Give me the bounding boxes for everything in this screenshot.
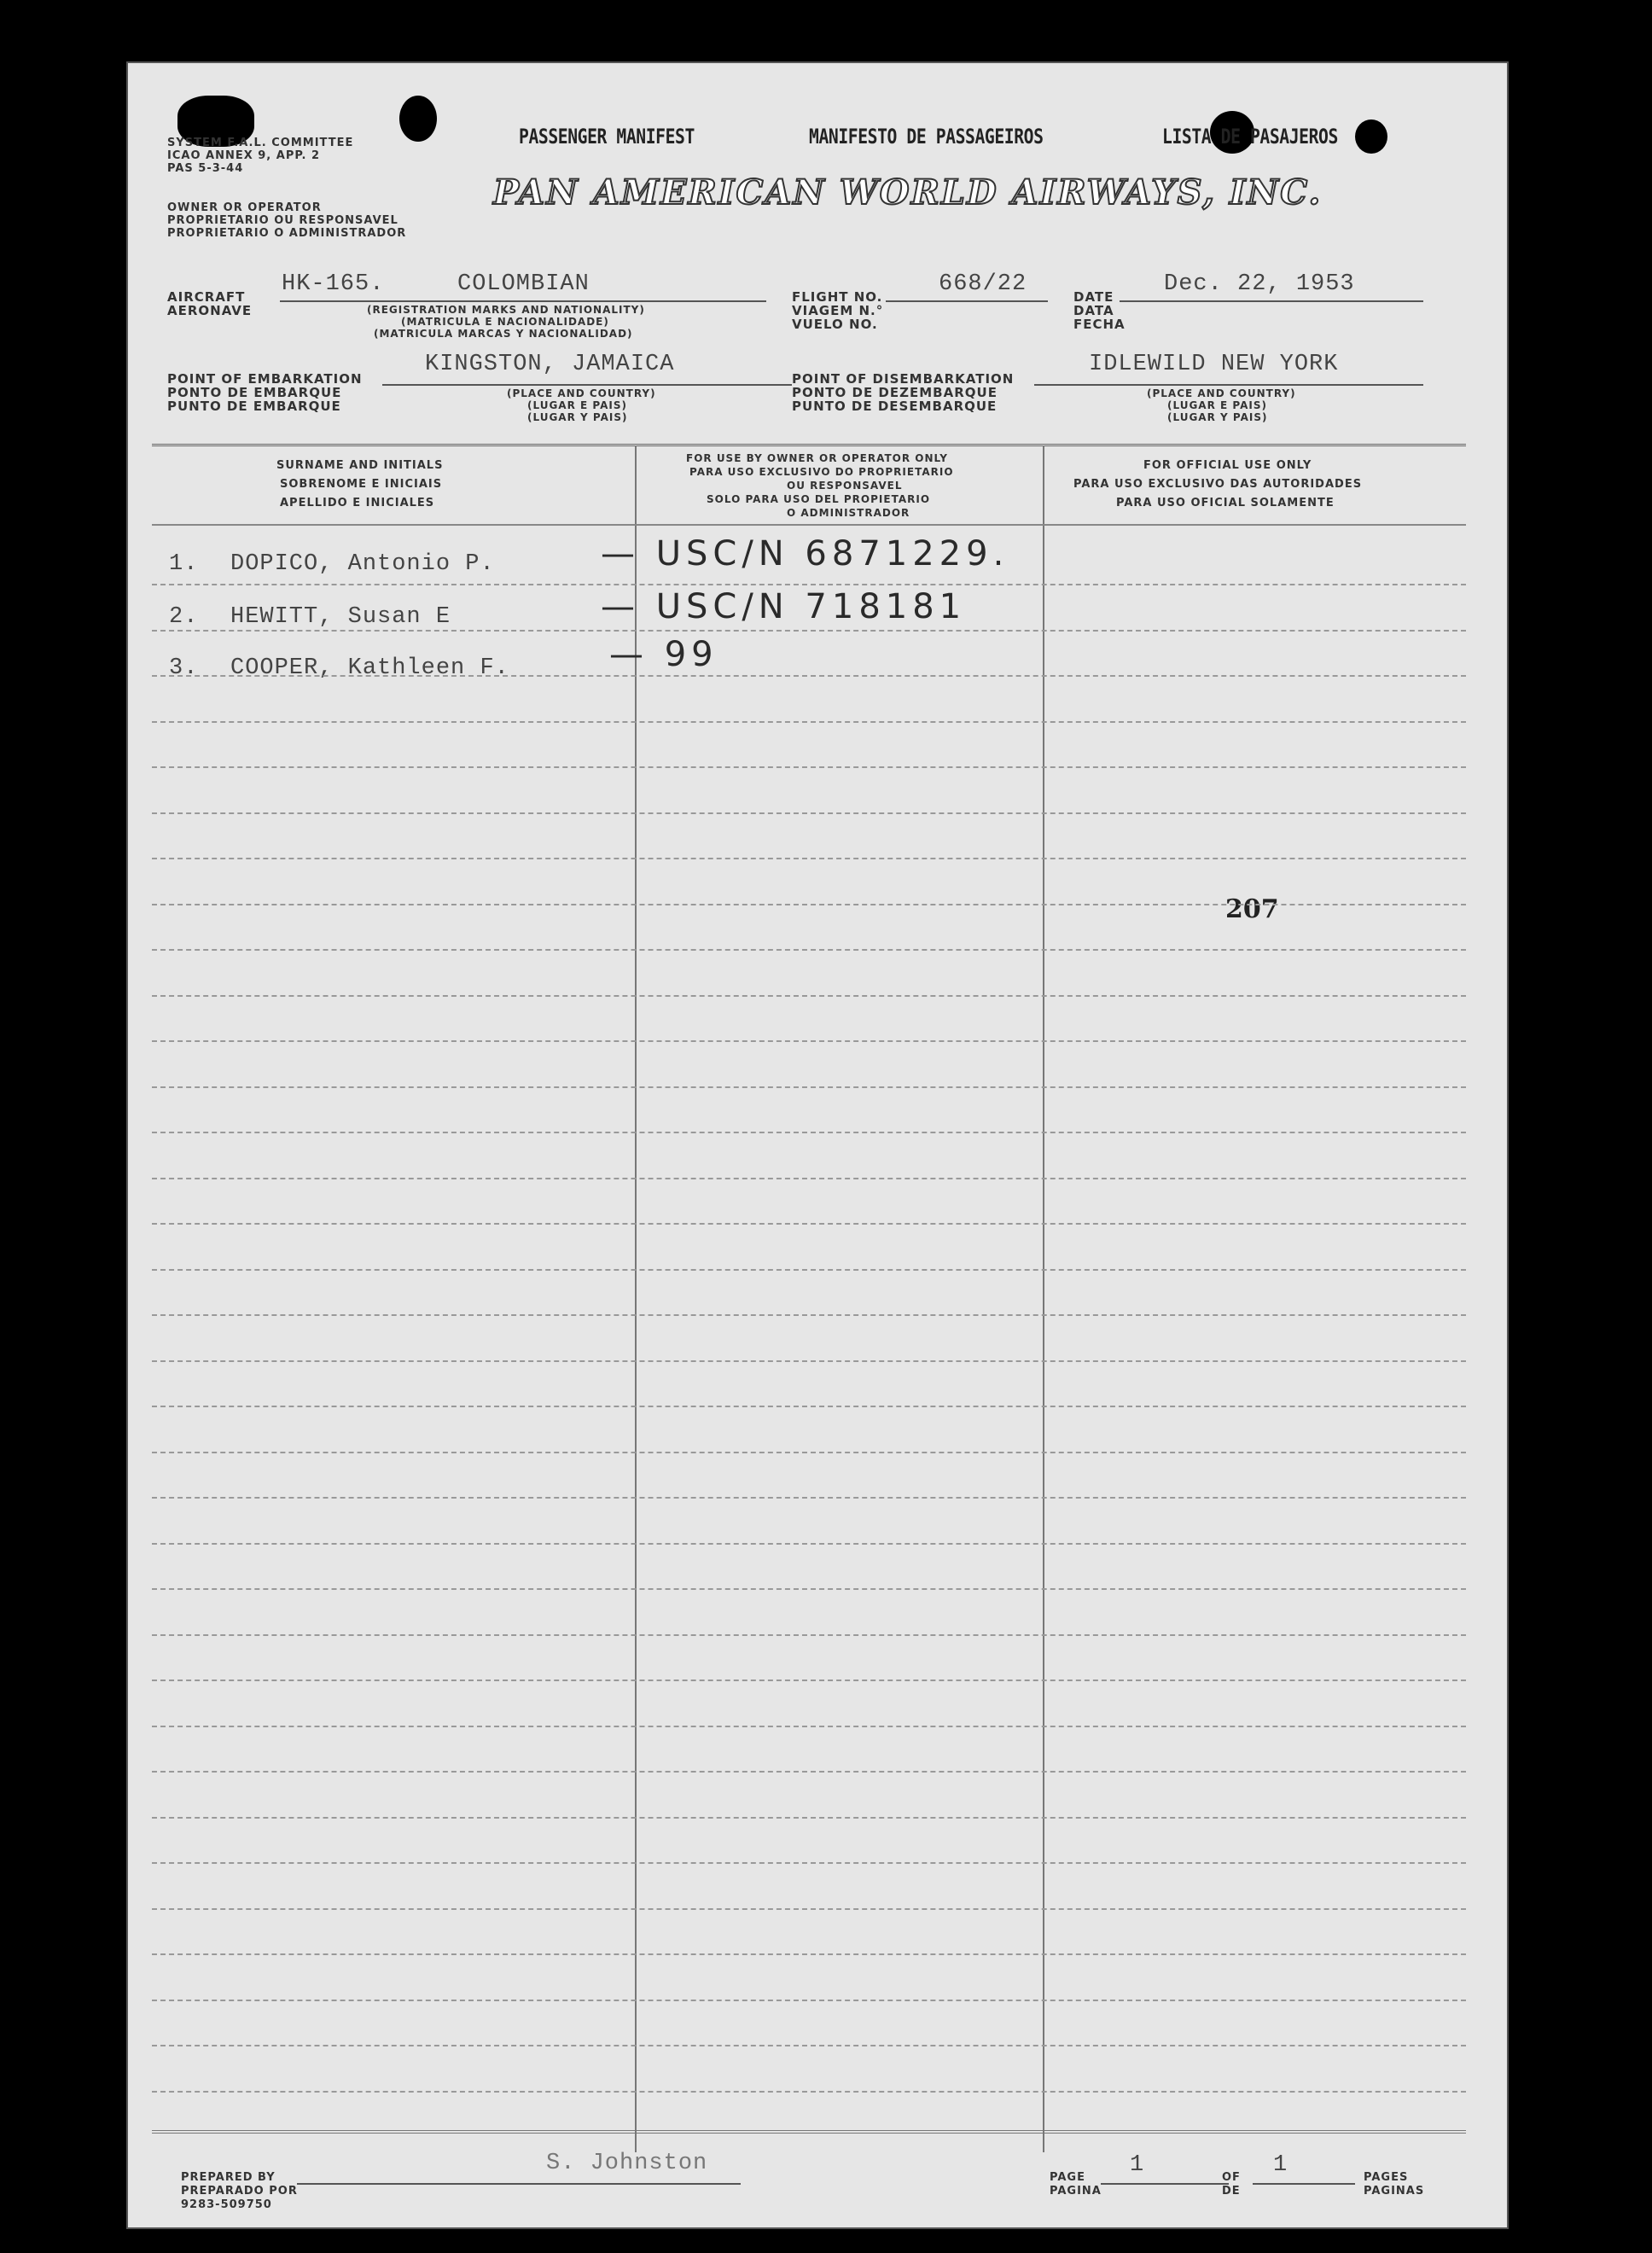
title-es: LISTA DE PASAJEROS bbox=[1162, 125, 1338, 148]
table-top-rule bbox=[152, 444, 1466, 446]
col-header-owner: OU RESPONSAVEL bbox=[787, 480, 903, 492]
ruled-line bbox=[152, 2045, 1466, 2046]
date-label: DATE bbox=[1073, 289, 1114, 305]
ruled-line bbox=[152, 1862, 1466, 1864]
ruled-line bbox=[152, 1726, 1466, 1727]
page-label: PAGINA bbox=[1050, 2185, 1102, 2198]
stamp-number: 207 bbox=[1225, 894, 1279, 924]
ruled-line bbox=[152, 995, 1466, 997]
place-caption: (LUGAR Y PAIS) bbox=[527, 411, 628, 423]
col-header-owner: O ADMINISTRADOR bbox=[787, 507, 910, 519]
ruled-line bbox=[152, 1771, 1466, 1773]
reg-caption: (MATRICULA E NACIONALIDADE) bbox=[401, 316, 609, 328]
col-header-owner: SOLO PARA USO DEL PROPIETARIO bbox=[707, 493, 931, 505]
ruled-line bbox=[152, 675, 1466, 677]
flight-date: Dec. 22, 1953 bbox=[1164, 271, 1355, 297]
embark-place: KINGSTON, JAMAICA bbox=[425, 352, 675, 377]
ruled-line bbox=[152, 1908, 1466, 1910]
row-number: 1. bbox=[169, 551, 199, 577]
column-divider bbox=[635, 445, 637, 2152]
disembark-place: IDLEWILD NEW YORK bbox=[1089, 352, 1339, 377]
col-header-name: APELLIDO E INICIALES bbox=[280, 497, 435, 509]
date-label: FECHA bbox=[1073, 317, 1126, 332]
page-label: PAGE bbox=[1050, 2171, 1085, 2184]
embark-underline bbox=[382, 384, 792, 386]
page-total: 1 bbox=[1273, 2152, 1288, 2178]
ruled-line bbox=[152, 1314, 1466, 1316]
place-caption: (LUGAR E PAIS) bbox=[1167, 399, 1267, 411]
ruled-line bbox=[152, 1634, 1466, 1636]
of-label: DE bbox=[1222, 2185, 1241, 2198]
column-divider bbox=[1043, 445, 1044, 2152]
date-label: DATA bbox=[1073, 303, 1114, 318]
disembark-label: POINT OF DISEMBARKATION bbox=[792, 371, 1015, 387]
ruled-line bbox=[152, 904, 1466, 905]
of-underline bbox=[1253, 2183, 1355, 2185]
punch-hole bbox=[1355, 119, 1387, 154]
ruled-line bbox=[152, 1360, 1466, 1362]
form-number: 9283-509750 bbox=[181, 2198, 272, 2211]
punch-hole bbox=[399, 96, 437, 142]
ruled-line bbox=[152, 766, 1466, 768]
prepared-label: PREPARADO POR bbox=[181, 2185, 298, 2198]
col-header-owner: FOR USE BY OWNER OR OPERATOR ONLY bbox=[686, 452, 948, 464]
title-pt: MANIFESTO DE PASSAGEIROS bbox=[809, 125, 1044, 148]
prepared-by: S. Johnston bbox=[546, 2151, 708, 2176]
place-caption: (PLACE AND COUNTRY) bbox=[1147, 387, 1296, 399]
col-header-name: SURNAME AND INITIALS bbox=[276, 459, 444, 472]
ruled-line bbox=[152, 1040, 1466, 1042]
ruled-line bbox=[152, 1817, 1466, 1819]
ruled-line bbox=[152, 1132, 1466, 1133]
col-header-official: PARA USO OFICIAL SOLAMENTE bbox=[1116, 497, 1335, 509]
ruled-line bbox=[152, 1086, 1466, 1088]
disembark-underline bbox=[1034, 384, 1423, 386]
aircraft-label: AIRCRAFT bbox=[167, 289, 246, 305]
aircraft-nationality: COLOMBIAN bbox=[457, 271, 590, 297]
ruled-line bbox=[152, 1543, 1466, 1545]
ruled-line bbox=[152, 858, 1466, 859]
place-caption: (LUGAR E PAIS) bbox=[527, 399, 627, 411]
embark-label: PUNTO DE EMBARQUE bbox=[167, 399, 341, 414]
header-bottom-rule bbox=[152, 524, 1466, 526]
place-caption: (LUGAR Y PAIS) bbox=[1167, 411, 1268, 423]
handwritten-note: — USC/N 6871229. bbox=[601, 534, 1009, 573]
ruled-line bbox=[152, 1680, 1466, 1681]
disembark-label: PUNTO DE DESEMBARQUE bbox=[792, 399, 998, 414]
ruled-line bbox=[152, 721, 1466, 723]
table-bottom-rule bbox=[152, 2130, 1466, 2134]
page-underline bbox=[1101, 2183, 1229, 2185]
embark-label: PONTO DE EMBARQUE bbox=[167, 385, 342, 400]
col-header-official: PARA USO EXCLUSIVO DAS AUTORIDADES bbox=[1073, 478, 1363, 491]
flight-label: VIAGEM N.° bbox=[792, 303, 884, 318]
ruled-line bbox=[152, 1269, 1466, 1271]
ruled-line bbox=[152, 812, 1466, 814]
date-underline bbox=[1120, 300, 1423, 302]
aircraft-registration: HK-165. bbox=[282, 271, 385, 297]
ruled-line bbox=[152, 1953, 1466, 1955]
manifest-sheet bbox=[126, 61, 1509, 2229]
ruled-line bbox=[152, 1497, 1466, 1499]
approval-line: SYSTEM F.A.L. COMMITTEE bbox=[167, 137, 354, 149]
passenger-name: DOPICO, Antonio P. bbox=[230, 551, 495, 577]
title-en: PASSENGER MANIFEST bbox=[519, 125, 695, 148]
flight-number: 668/22 bbox=[939, 271, 1027, 297]
ruled-line bbox=[152, 2091, 1466, 2093]
of-label: OF bbox=[1222, 2171, 1241, 2184]
embark-label: POINT OF EMBARKATION bbox=[167, 371, 363, 387]
company-name: PAN AMERICAN WORLD AIRWAYS, INC. bbox=[493, 172, 1323, 212]
pages-label: PAGINAS bbox=[1364, 2185, 1425, 2198]
ruled-line bbox=[152, 1223, 1466, 1225]
handwritten-note: — 99 bbox=[609, 635, 718, 674]
ruled-line bbox=[152, 1452, 1466, 1453]
passenger-name: HEWITT, Susan E bbox=[230, 604, 451, 630]
aircraft-label: AERONAVE bbox=[167, 303, 253, 318]
col-header-name: SOBRENOME E INICIAIS bbox=[280, 478, 443, 491]
disembark-label: PONTO DE DEZEMBARQUE bbox=[792, 385, 998, 400]
ruled-line bbox=[152, 1588, 1466, 1590]
passenger-name: COOPER, Kathleen F. bbox=[230, 655, 509, 681]
prepared-label: PREPARED BY bbox=[181, 2171, 276, 2184]
ruled-line bbox=[152, 584, 1466, 585]
row-number: 3. bbox=[169, 655, 199, 681]
page-number: 1 bbox=[1130, 2152, 1145, 2178]
row-number: 2. bbox=[169, 604, 199, 630]
col-header-owner: PARA USO EXCLUSIVO DO PROPRIETARIO bbox=[689, 466, 954, 478]
flight-underline bbox=[886, 300, 1048, 302]
reg-caption: (MATRICULA MARCAS Y NACIONALIDAD) bbox=[374, 328, 633, 340]
pages-label: PAGES bbox=[1364, 2171, 1409, 2184]
place-caption: (PLACE AND COUNTRY) bbox=[507, 387, 656, 399]
owner-label: PROPRIETARIO OU RESPONSAVEL bbox=[167, 214, 398, 227]
owner-label: OWNER OR OPERATOR bbox=[167, 201, 322, 214]
ruled-line bbox=[152, 1178, 1466, 1179]
ruled-line bbox=[152, 949, 1466, 951]
approval-line: PAS 5-3-44 bbox=[167, 162, 244, 175]
ruled-line bbox=[152, 2000, 1466, 2001]
owner-label: PROPRIETARIO O ADMINISTRADOR bbox=[167, 227, 407, 240]
aircraft-underline bbox=[280, 300, 766, 302]
reg-caption: (REGISTRATION MARKS AND NATIONALITY) bbox=[367, 304, 645, 316]
ruled-line bbox=[152, 1406, 1466, 1407]
ruled-line bbox=[152, 630, 1466, 632]
flight-label: VUELO NO. bbox=[792, 317, 878, 332]
col-header-official: FOR OFFICIAL USE ONLY bbox=[1143, 459, 1312, 472]
handwritten-note: — USC/N 718181 bbox=[601, 587, 967, 626]
prepared-underline bbox=[297, 2183, 741, 2185]
approval-line: ICAO ANNEX 9, APP. 2 bbox=[167, 149, 321, 162]
flight-label: FLIGHT NO. bbox=[792, 289, 883, 305]
